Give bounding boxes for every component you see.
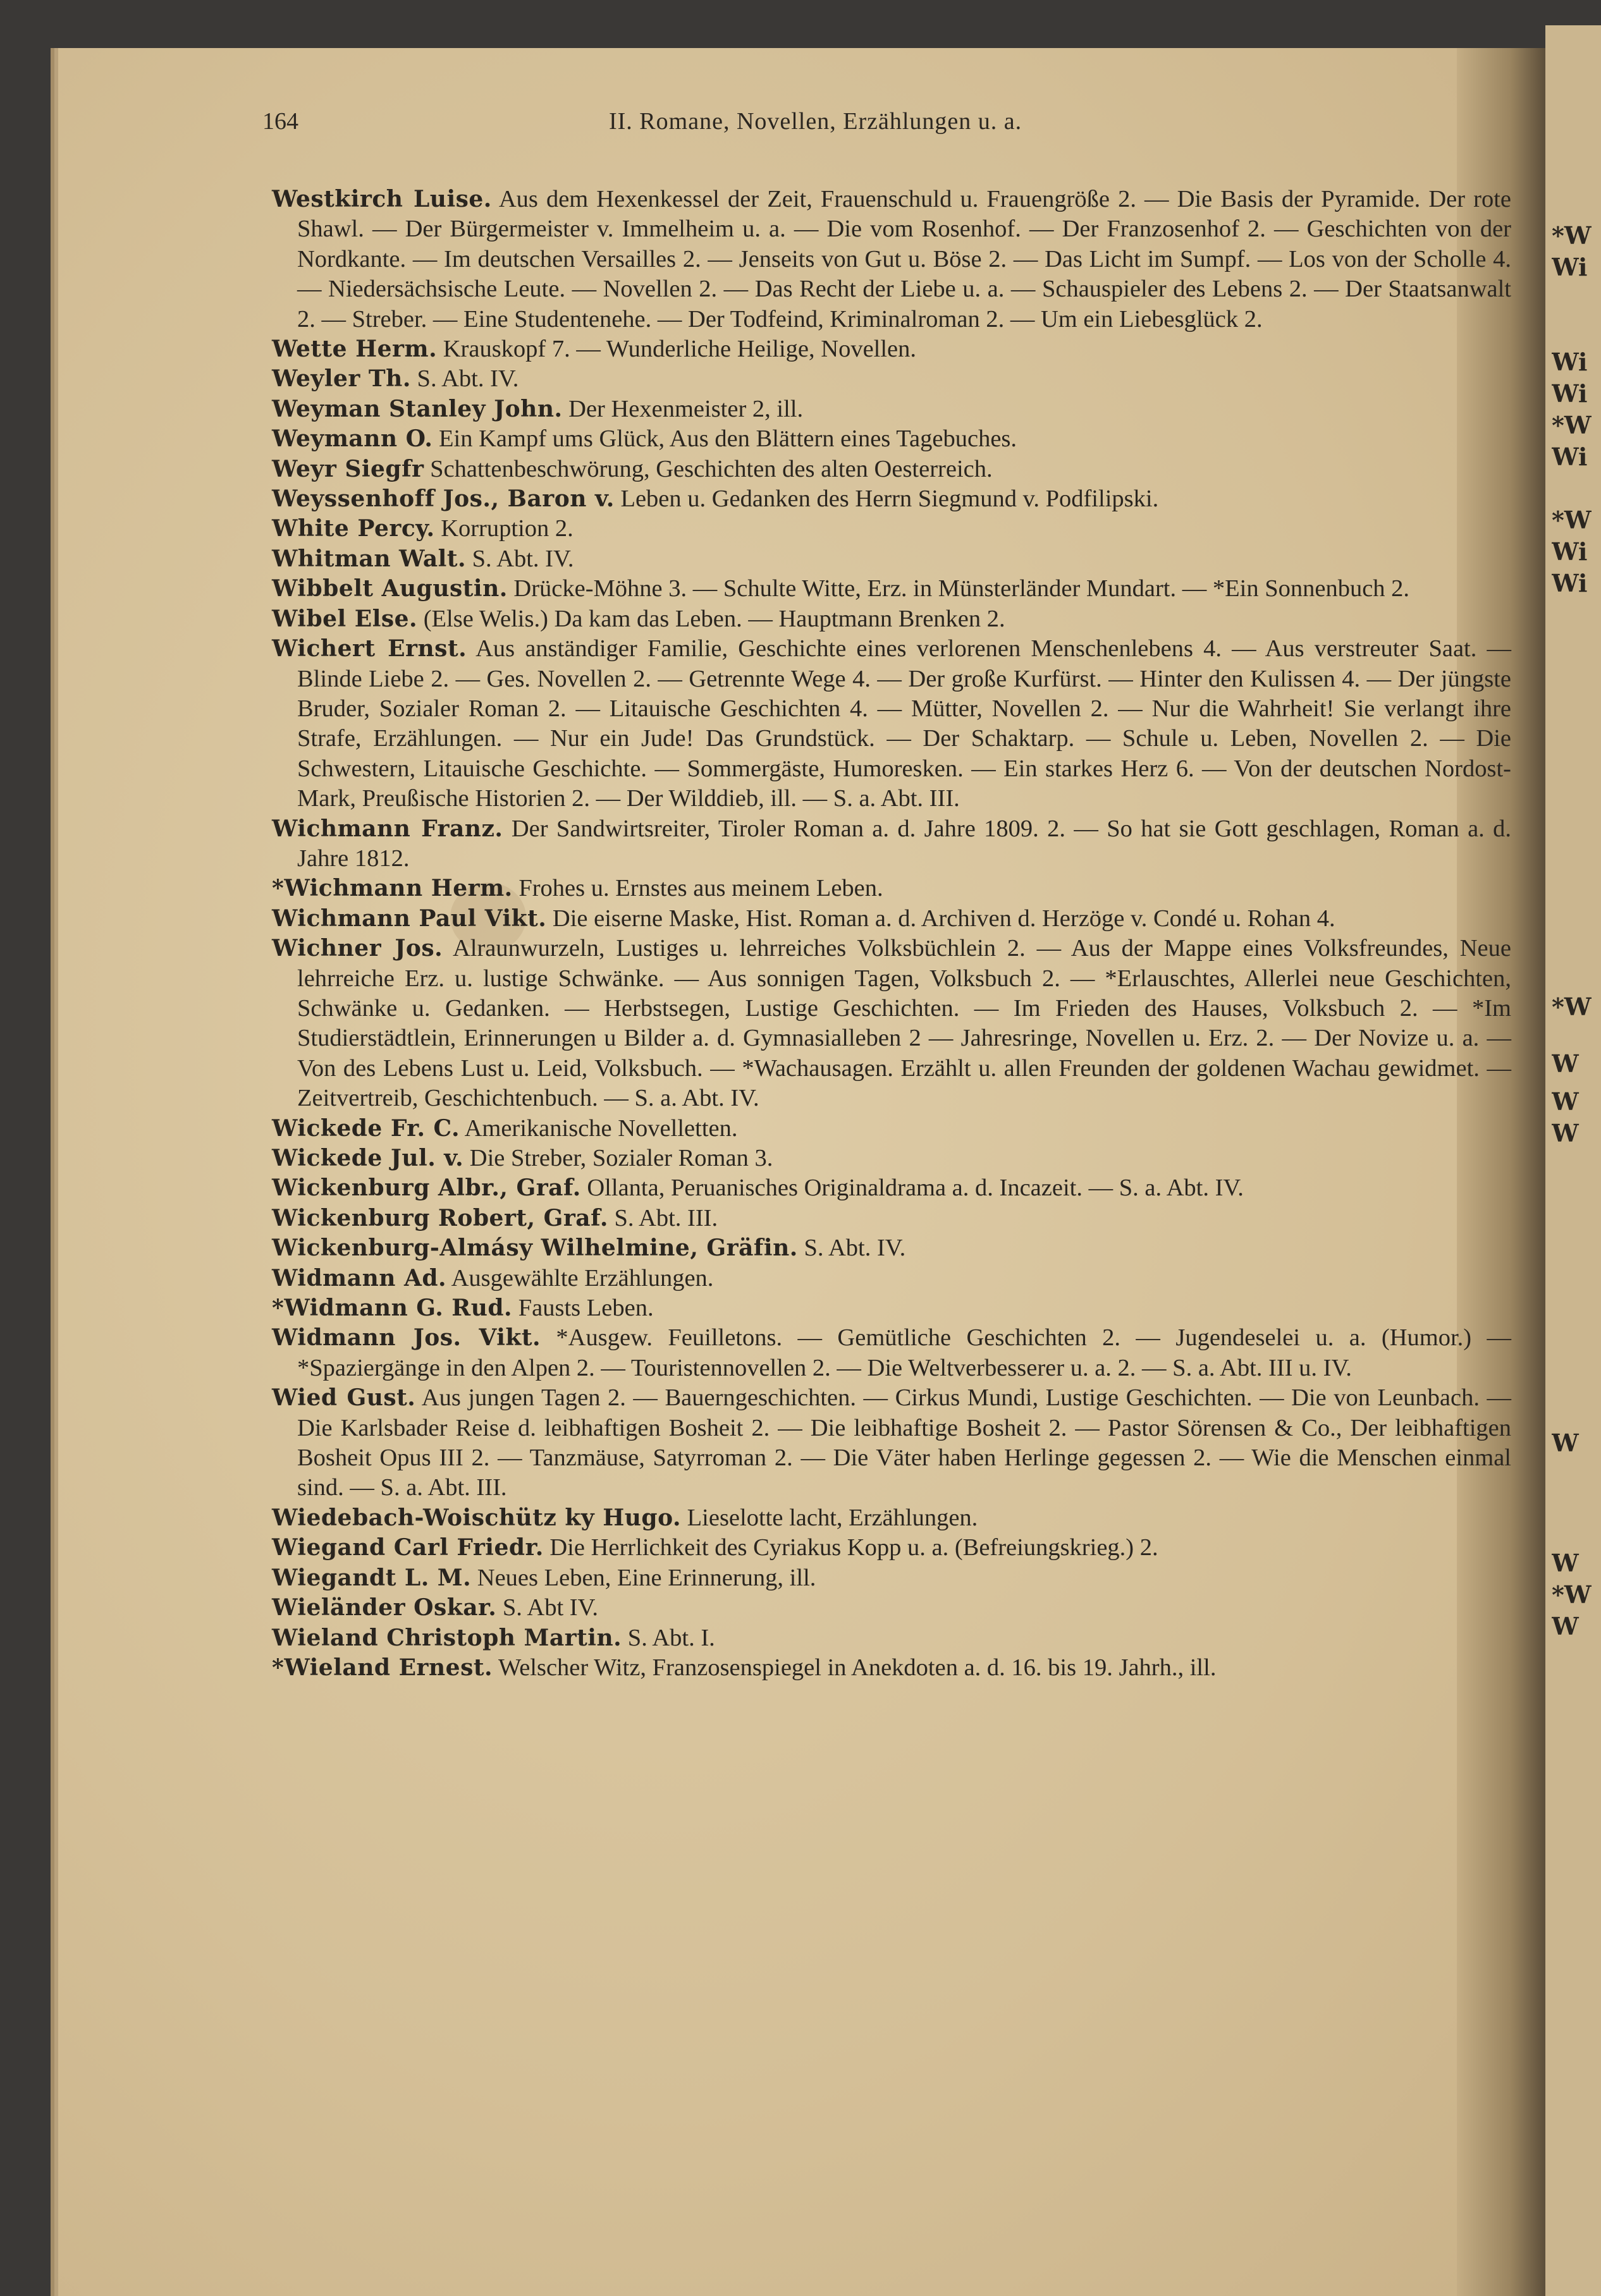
author-name: Wichmann Franz. <box>272 815 503 842</box>
adjacent-page-fragment: W <box>1552 1429 1579 1457</box>
entry-text: Die eiserne Maske, Hist. Roman a. d. Archiven d. Herzöge v. Condé u. Rohan 4. <box>552 905 1335 932</box>
catalog-entry <box>272 424 1511 454</box>
entry-text: Alraunwurzeln, Lustiges u. lehrreiches Volksbüchlein 2. — Aus der Mappe eines Volksfreundes, Neue lehrreiche Erz. u. lustige Schwänke. — Aus sonnigen Tagen, Volksbuch 2. — *Erlauschtes, Allerlei neue Geschichten, Schwänke u. Gedanken. — Herbstsegen, Lustige Geschichten. — Im Frieden des Hauses, Volksbuch 2. — *Im Studierstädtlein, Erinnerungen u Bilder a. d. Gymnasialleben 2 — Jahresringe, Novellen u. Erz. 2. — Der Novize u. a. — Von des Lebens Lust u. Leid, Volksbuch. — *Wachausagen. Erzählt u. allen Freunden der goldenen Wachau gewidmet. — Zeitvertreib, Geschichtenbuch. — S. a. Abt. IV. <box>297 935 1511 1112</box>
author-name: Wickenburg Robert, Graf. <box>272 1204 608 1231</box>
author-name: Wiedebach-Woischütz ky Hugo. <box>272 1504 682 1531</box>
catalog-entry <box>272 1323 1511 1383</box>
catalog-entry <box>272 1144 1511 1173</box>
catalog-entry <box>272 455 1511 484</box>
author-name: Whitman Walt. <box>272 545 466 572</box>
entry-text: Welscher Witz, Franzosenspiegel in Anekdoten a. d. 16. bis 19. Jahrh., ill. <box>498 1654 1217 1681</box>
page-number: 164 <box>262 108 298 135</box>
entry-text: Der Hexenmeister 2, ill. <box>568 395 804 422</box>
catalog-entry <box>272 1593 1511 1623</box>
entry-text: Der Sandwirtsreiter, Tiroler Roman a. d. Jahre 1809. 2. — So hat sie Gott geschlagen, Roman a. d. Jahre 1812. <box>297 815 1512 872</box>
author-name: Weymann O. <box>272 425 433 453</box>
entry-text: S. Abt. I. <box>627 1624 715 1651</box>
entry-text: S. Abt IV. <box>502 1594 599 1621</box>
author-name: *Wichmann Herm. <box>272 875 513 902</box>
author-name: Wiegand Carl Friedr. <box>272 1534 544 1561</box>
adjacent-page-fragment: W <box>1552 1549 1579 1577</box>
catalog-entry <box>272 634 1511 814</box>
catalog-entry <box>272 1623 1511 1653</box>
entry-text: Krauskopf 7. — Wunderliche Heilige, Novellen. <box>443 336 917 363</box>
author-name: Wickenburg-Almásy Wilhelmine, Gräfin. <box>272 1235 798 1262</box>
author-name: Wickenburg Albr., Graf. <box>272 1175 581 1202</box>
catalog-entry <box>272 1173 1511 1203</box>
page-header <box>262 107 1601 145</box>
catalog-entry <box>272 544 1511 574</box>
author-name: Wiegandt L. M. <box>272 1564 472 1591</box>
author-name: Weyr Siegfr <box>272 455 424 482</box>
catalog-entry <box>272 1293 1511 1323</box>
catalog-entry <box>272 185 1511 334</box>
catalog-entry <box>272 604 1511 634</box>
catalog-entry <box>272 334 1511 364</box>
author-name: *Wieland Ernest. <box>272 1654 493 1681</box>
entry-text: S. Abt. IV. <box>804 1235 906 1262</box>
entry-text: S. Abt. III. <box>614 1204 718 1231</box>
entry-text: (Else Welis.) Da kam das Leben. — Hauptmann Brenken 2. <box>423 605 1005 632</box>
catalog-entry <box>272 1533 1511 1563</box>
adjacent-page-fragment: Wi <box>1552 443 1588 471</box>
adjacent-page-fragment: Wi <box>1552 348 1588 376</box>
entry-text: Drücke-Möhne 3. — Schulte Witte, Erz. in Münsterländer Mundart. — *Ein Sonnenbuch 2. <box>513 575 1410 602</box>
author-name: Wichmann Paul Vikt. <box>272 905 547 932</box>
catalog-entry <box>272 1204 1511 1233</box>
entry-text: Fausts Leben. <box>518 1295 654 1322</box>
entry-text: Aus jungen Tagen 2. — Bauerngeschichten. — Cirkus Mundi, Lustige Geschichten. — Die von Leunbach. — Die Karlsbader Reise d. leibhaftigen Bosheit 2. — Die leibhaftige Bosheit 2. — Pastor Sörensen & Co., Der leibhaftigen Bosheit Opus III 2. — Tanzmäuse, Satyrroman 2. — Die Väter haben Herlinge gegessen 2. — Wie die Menschen einmal sind. — S. a. Abt. III. <box>297 1384 1511 1501</box>
entry-text: Leben u. Gedanken des Herrn Siegmund v. Podfilipski. <box>620 485 1159 513</box>
author-name: Wieländer Oskar. <box>272 1594 497 1621</box>
entry-text: Schattenbeschwörung, Geschichten des alten Oesterreich. <box>430 455 993 482</box>
entry-text: Die Herrlichkeit des Cyriakus Kopp u. a. (Befreiungskrieg.) 2. <box>549 1534 1158 1561</box>
author-name: Widmann Jos. Vikt. <box>272 1324 541 1352</box>
entry-text: Lieselotte lacht, Erzählungen. <box>687 1504 978 1531</box>
catalog-entry <box>272 394 1511 424</box>
author-name: White Percy. <box>272 515 435 542</box>
adjacent-page-fragment: W <box>1552 1612 1579 1640</box>
author-name: *Widmann G. Rud. <box>272 1295 513 1322</box>
adjacent-page-fragment: *W <box>1552 221 1592 250</box>
author-name: Wichner Jos. <box>272 935 443 962</box>
author-name: Weyler Th. <box>272 365 411 393</box>
adjacent-page-fragment: *W <box>1552 506 1592 534</box>
author-name: Wickede Fr. C. <box>272 1114 460 1142</box>
catalog-entry <box>272 1114 1511 1144</box>
catalog-entry <box>272 1264 1511 1293</box>
catalog-entry <box>272 934 1511 1113</box>
adjacent-page-fragment: *W <box>1552 411 1592 439</box>
catalog-entry <box>272 1563 1511 1593</box>
author-name: Westkirch Luise. <box>272 186 492 212</box>
adjacent-page-fragment: Wi <box>1552 253 1588 281</box>
author-name: Weyssenhoff Jos., Baron v. <box>272 485 615 513</box>
catalog-entry <box>272 574 1511 604</box>
entry-text: S. Abt. IV. <box>472 545 574 572</box>
adjacent-page-fragment: Wi <box>1552 569 1588 597</box>
author-name: Wibel Else. <box>272 605 418 632</box>
entry-text: Aus anständiger Familie, Geschichte eines verlorenen Menschenlebens 4. — Aus verstreuter Saat. — Blinde Liebe 2. — Ges. Novellen 2. — Getrennte Wege 4. — Der große Kurfürst. — Hinter den Kulissen 4. — Der jüngste Bruder, Sozialer Roman 2. — Litauische Geschichten 4. — Mütter, Novellen 2. — Nur die Wahrheit! Sie verlangt ihre Strafe, Erzählungen. — Nur ein Jude! Das Grundstück. — Der Schaktarp. — Schule u. Leben, Novellen 2. — Die Schwestern, Litauische Geschichte. — Sommergäste, Humoresken. — Ein starkes Herz 6. — Von der deutschen Nordost-Mark, Preußische Historien 2. — Der Wilddieb, ill. — S. a. Abt. III. <box>297 635 1511 812</box>
adjacent-page-fragment: *W <box>1552 992 1592 1021</box>
entry-text: Ausgewählte Erzählungen. <box>451 1264 714 1292</box>
entry-text: *Ausgew. Feuilletons. — Gemütliche Geschichten 2. — Jugendeselei u. a. (Humor.) — *Spaziergänge in den Alpen 2. — Touristennovellen 2. — Die Weltverbesserer u. a. 2. — S. a. Abt. III u. IV. <box>297 1324 1512 1381</box>
catalog-entry <box>272 904 1511 934</box>
running-title: II. Romane, Novellen, Erzählungen u. a. <box>609 108 1022 135</box>
entry-text: Aus dem Hexenkessel der Zeit, Frauenschuld u. Frauengröße 2. — Die Basis der Pyramide. Der rote Shawl. — Der Bürgermeister v. Immelheim u. a. — Die vom Rosenhof. — Der Franzosenhof 2. — Geschichten von der Nordkante. — Im deutschen Versailles 2. — Jenseits von Gut u. Böse 2. — Das Licht im Sumpf. — Los von der Scholle 4. — Niedersächsische Leute. — Novellen 2. — Das Recht der Liebe u. a. — Schauspieler des Lebens 2. — Der Staatsanwalt 2. — Streber. — Eine Studentenehe. — Der Todfeind, Kriminalroman 2. — Um ein Liebesglück 2. <box>297 186 1511 333</box>
entry-text: Ollanta, Peruanisches Originaldrama a. d. Incazeit. — S. a. Abt. IV. <box>587 1175 1244 1202</box>
entry-text: Amerikanische Novelletten. <box>464 1114 738 1142</box>
entry-text: Frohes u. Ernstes aus meinem Leben. <box>518 875 883 902</box>
catalog-entry <box>272 874 1511 903</box>
adjacent-page-fragment: *W <box>1552 1580 1592 1609</box>
catalog-entry <box>272 364 1511 394</box>
author-name: Wickede Jul. v. <box>272 1145 464 1171</box>
catalog-entry <box>272 1383 1511 1503</box>
adjacent-page-edge <box>1545 25 1601 2296</box>
entry-text: Die Streber, Sozialer Roman 3. <box>469 1145 773 1171</box>
catalog-entry <box>272 484 1511 514</box>
catalog-entry <box>272 1233 1511 1263</box>
entry-text: Korruption 2. <box>441 515 574 542</box>
entry-text: S. Abt. IV. <box>417 365 519 393</box>
catalog-entry <box>272 1653 1511 1683</box>
adjacent-page-fragment: W <box>1552 1119 1579 1147</box>
catalog-entry <box>272 514 1511 544</box>
author-name: Wied Gust. <box>272 1384 416 1412</box>
author-name: Wette Herm. <box>272 336 438 363</box>
adjacent-page-fragment: Wi <box>1552 537 1588 566</box>
entry-text: Ein Kampf ums Glück, Aus den Blättern eines Tagebuches. <box>439 425 1017 453</box>
catalog-entry <box>272 814 1511 874</box>
author-name: Wieland Christoph Martin. <box>272 1624 622 1651</box>
author-name: Wibbelt Augustin. <box>272 575 508 602</box>
author-name: Widmann Ad. <box>272 1264 447 1292</box>
catalog-entry <box>272 1503 1511 1533</box>
catalog-entries <box>272 185 1511 1683</box>
author-name: Weyman Stanley John. <box>272 395 563 422</box>
adjacent-page-fragment: Wi <box>1552 379 1588 408</box>
entry-text: Neues Leben, Eine Erinnerung, ill. <box>477 1564 816 1591</box>
adjacent-page-fragment: W <box>1552 1087 1579 1116</box>
adjacent-page-fragment: W <box>1552 1049 1579 1078</box>
author-name: Wichert Ernst. <box>272 635 467 663</box>
